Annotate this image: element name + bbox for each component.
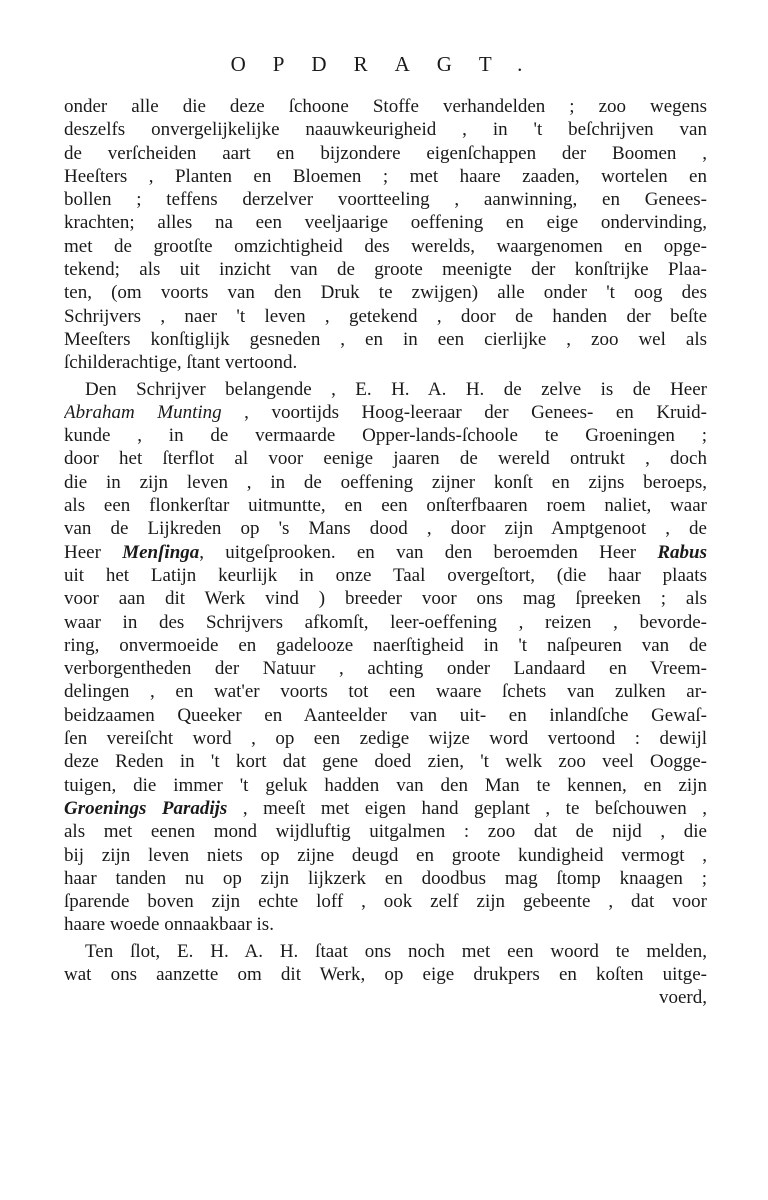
text-line	[64, 188, 707, 211]
text-segment: haare woede onnaakbaar is.	[64, 914, 274, 936]
text-line	[64, 890, 707, 913]
paragraph	[64, 378, 707, 937]
text-line	[64, 118, 707, 141]
text-segment: als een flonkerſtar uitmuntte, en een onſterfbaaren roem naliet, waar	[64, 495, 707, 517]
paragraph	[64, 940, 707, 987]
text-line	[64, 401, 707, 424]
text-segment: beidzaamen Queeker en Aanteelder van uit- en inlandſche Gewaſ-	[64, 704, 707, 726]
text-segment: bollen ; teffens derzelver voortteeling , aanwinning, en Genees-	[64, 189, 707, 211]
text-segment: verborgentheden der Natuur , achting onder Landaard en Vreem-	[64, 658, 707, 680]
text-segment: met de grootſte omzichtigheid des werelds, waargenomen en opge-	[64, 235, 707, 257]
text-line	[64, 494, 707, 517]
text-segment: Heeſters , Planten en Bloemen ; met haare zaaden, wortelen en	[64, 165, 707, 187]
text-line	[64, 657, 707, 680]
text-segment: onder alle die deze ſchoone Stoffe verhandelden ; zoo wegens	[64, 96, 707, 117]
text-segment: , meeſt met eigen hand geplant , te beſchouwen ,	[227, 797, 707, 819]
text-segment: Ten ſlot, E. H. A. H. ſtaat ons noch met een woord te melden,	[85, 940, 707, 962]
text-segment: kunde , in de vermaarde Opper-lands-ſchoole te Groeningen ;	[64, 425, 707, 447]
text-segment: haar tanden nu op zijn lijkzerk en doodbus mag ſtomp knaagen ;	[64, 867, 707, 889]
text-segment: waar in des Schrijvers afkomſt, leer-oeffening , reizen , bevorde-	[64, 611, 707, 633]
text-segment: ſchilderachtige, ſtant vertoond.	[64, 352, 298, 374]
text-segment: ſen vereiſcht word , op een zedige wijze word vertoond : dewijl	[64, 728, 707, 750]
text-segment: tuigen, die immer 't geluk hadden van den Man te kennen, en zijn	[64, 774, 707, 796]
text-line	[64, 471, 707, 494]
catchword: voerd,	[658, 987, 707, 1009]
text-line	[64, 211, 707, 234]
text-line	[64, 235, 707, 258]
text-segment: door het ſterflot al voor eenige jaaren de wereld ontrukt , doch	[64, 448, 707, 470]
text-line	[64, 867, 707, 890]
text-segment: Den Schrijver belangende , E. H. A. H. de zelve is de Heer	[85, 378, 707, 400]
text-line	[64, 750, 707, 773]
text-line	[64, 913, 707, 936]
text-line	[64, 963, 707, 986]
text-segment: krachten; alles na een veeljaarige oeffening en eige ondervinding,	[64, 212, 707, 234]
paragraph	[64, 95, 707, 375]
text-segment: voor aan dit Werk vind ) breeder voor ons mag ſpreeken ; als	[64, 588, 707, 610]
text-line	[64, 328, 707, 351]
text-line	[64, 587, 707, 610]
text-line	[64, 634, 707, 657]
text-line	[64, 142, 707, 165]
text-line	[64, 564, 707, 587]
text-line	[64, 820, 707, 843]
text-segment: uit het Latijn keurlijk in onze Taal overgeſtort, (die haar plaats	[64, 564, 707, 586]
text-segment: als met eenen mond wijdluftig uitgalmen : zoo dat de nijd , die	[64, 821, 707, 843]
body-text	[64, 95, 707, 1010]
text-line	[64, 258, 707, 281]
text-line	[64, 447, 707, 470]
text-line	[64, 517, 707, 540]
text-line	[64, 424, 707, 447]
text-line	[64, 704, 707, 727]
page-header: OPDRAGT.	[230, 52, 550, 76]
text-segment: bij zijn leven niets op zijne deugd en groote kundigheid vermogt ,	[64, 844, 707, 866]
text-segment: de verſcheiden aart en bijzondere eigenſchappen der Boomen ,	[64, 142, 707, 164]
text-line	[64, 378, 707, 401]
text-line	[64, 541, 707, 564]
text-line	[64, 281, 707, 304]
text-segment: Groenings Paradijs	[64, 797, 228, 819]
text-line	[64, 95, 707, 118]
text-segment: ring, onvermoeide en gadelooze naerſtigheid in 't naſpeuren van de	[64, 634, 707, 656]
text-segment: Heer	[64, 541, 123, 563]
text-line	[64, 305, 707, 328]
text-segment: deze Reden in 't kort dat gene doed zien, 't welk zoo veel Oogge-	[64, 751, 707, 773]
text-line	[64, 940, 707, 963]
text-segment: Meeſters konſtiglijk gesneden , en in een cierlijke , zoo wel als	[64, 328, 707, 350]
text-segment: van de Lijkreden op 's Mans dood , door zijn Amptgenoot , de	[64, 518, 707, 540]
text-line	[64, 680, 707, 703]
text-line	[64, 351, 707, 374]
text-line	[64, 774, 707, 797]
text-segment: , voortijds Hoog-leeraar der Genees- en Kruid-	[221, 401, 707, 423]
text-segment: deszelfs onvergelijkelijke naauwkeurigheid , in 't beſchrijven van	[64, 119, 707, 141]
text-segment: Menſinga	[122, 541, 200, 563]
text-segment: die in zijn leven , in de oeffening zijner konſt en zijns beroeps,	[64, 471, 707, 493]
text-line	[64, 727, 707, 750]
text-line	[64, 797, 707, 820]
text-segment: , uitgeſprooken. en van den beroemden Heer	[199, 541, 658, 563]
text-line	[64, 844, 707, 867]
text-segment: ſparende boven zijn echte loff , ook zelf zijn gebeente , dat voor	[64, 891, 707, 913]
text-line	[64, 611, 707, 634]
text-segment: wat ons aanzette om dit Werk, op eige drukpers en koſten uitge-	[64, 963, 707, 985]
text-segment: Schrijvers , naer 't leven , getekend , door de handen der beſte	[64, 305, 707, 327]
text-line	[64, 165, 707, 188]
text-segment: Rabus	[657, 541, 707, 563]
text-segment: Abraham Munting	[64, 401, 222, 423]
text-segment: tekend; als uit inzicht van de groote meenigte der konſtrijke Plaa-	[64, 259, 707, 281]
text-segment: ten, (om voorts van den Druk te zwijgen) alle onder 't oog des	[64, 282, 707, 304]
text-segment: delingen , en wat'er voorts tot een waare ſchets van zulken ar-	[64, 681, 707, 703]
